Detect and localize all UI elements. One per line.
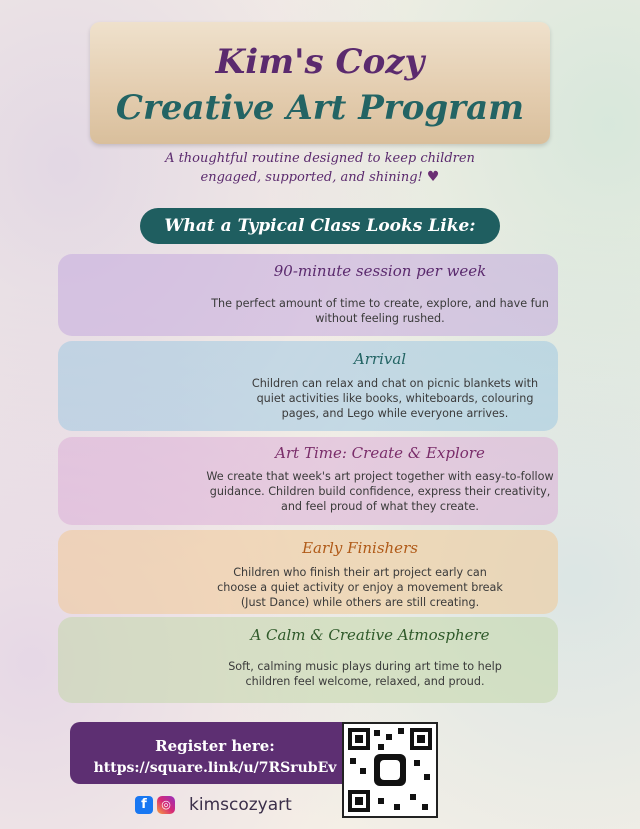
- page-subtitle: [150, 150, 490, 187]
- row5-text: Soft, calming music plays during art time to help children feel welcome, relaxed, and proud.: [228, 660, 502, 688]
- row5-heading: A Calm & Creative Atmosphere: [250, 626, 490, 644]
- page-title-line1: Kim's Cozy: [215, 42, 425, 82]
- qr-code[interactable]: [342, 722, 438, 818]
- qr-code-graphic: [344, 724, 436, 816]
- instagram-icon[interactable]: ◎: [157, 796, 175, 814]
- row1-text: The perfect amount of time to create, explore, and have fun without feeling rushed.: [211, 297, 549, 325]
- social-handle[interactable]: kimscozyart: [189, 795, 292, 815]
- page-title-line2: Creative Art Program: [115, 88, 525, 128]
- row3-text: We create that week's art project together with easy-to-follow guidance. Children build confidence, express their creativity, and feel proud of what they create.: [206, 470, 554, 513]
- svg-text:♪: ♪: [195, 575, 206, 594]
- svg-text:♫: ♫: [165, 533, 180, 552]
- row2-text: Children can relax and chat on picnic blankets with quiet activities like books, whiteboards, colouring pages, and Lego while everyone arrives.: [251, 377, 539, 420]
- row4-text: Children who finish their art project early can choose a quiet activity or enjoy a movement break (Just Dance) while others are still creating.: [217, 566, 503, 609]
- register-link[interactable]: https://square.link/u/7RSrubEv: [93, 760, 337, 776]
- register-label: Register here:: [155, 737, 275, 755]
- svg-text:♪: ♪: [80, 544, 92, 565]
- row3-heading: Art Time: Create & Explore: [275, 444, 485, 462]
- heart-icon: ♥: [426, 169, 440, 185]
- row1-heading: 90-minute session per week: [273, 262, 487, 280]
- facebook-icon[interactable]: f: [135, 796, 153, 814]
- social-links: [135, 794, 292, 816]
- row4-heading: Early Finishers: [302, 539, 418, 557]
- section-title: What a Typical Class Looks Like:: [140, 208, 500, 244]
- row2-heading: Arrival: [353, 350, 407, 368]
- subtitle-text: A thoughtful routine designed to keep children engaged, supported, and shining!: [165, 151, 475, 185]
